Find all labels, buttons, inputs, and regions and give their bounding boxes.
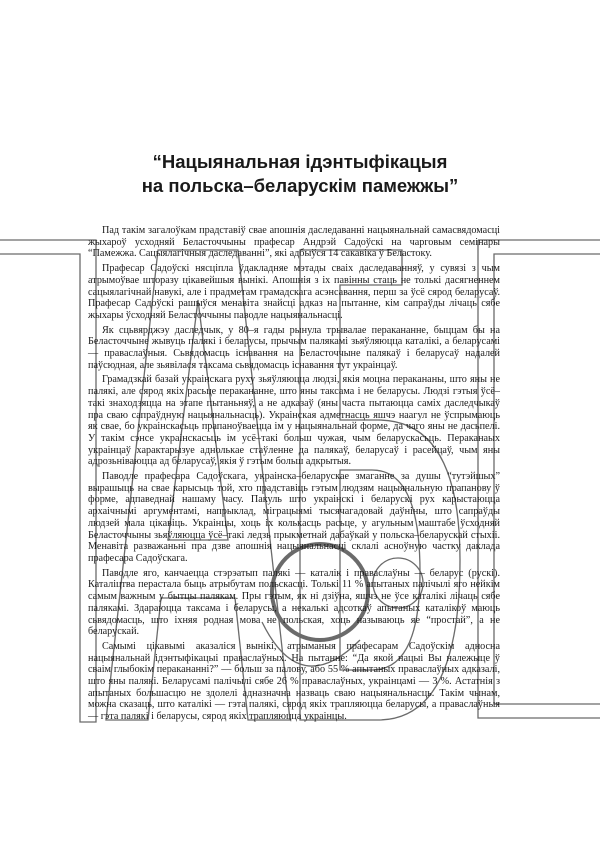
- paragraph: Як сцьвярджэу даследчык, у 80–я гады рынула трывалае перакананне, быццам бы на Беласточчыне жывуць палякі і беларусы, прычым палякамі зьяўляюцца каталікі, а беларусамі — праваслаўныя. Сьвядомасць існавання на Беласточчыне палякаў і беларусаў надалей паўсюдная, але зьявілася таксама сьвядомасць існавання тут украінцаў.: [88, 324, 500, 371]
- paragraph: Паводле прафесара Садоўскага, украінска–беларускае змаганне за душы “тутэйшых” вырашыць на свае карысьць той, хто прадставіць гэтым людзям нацыянальную прапанову ў форме, адпаведнай нашаму часу. Пакуль што украінскі і беларускі рух карыстаюцца архаічнымі аргументамі, напрыклад, міграцыямі тысячагадовай даўніны, што сапраўды людзей мала цікавіць. Украінцы, хоць іх колькасць расьце, у агульным маштабе ўсходняй Беласточчыны зьяўляюцца ўсё–такі ледзь прыкметнай дабаўкай у польска–беларускай стыхіі. Менавіта разважаньні пра дзве апошнія нацыянальнасці склалі асноўную частку даклада прафесара Садоўскага.: [88, 471, 500, 564]
- title-line-2: на польска–беларускім памежжы”: [141, 175, 459, 196]
- paragraph: Прафесар Садоўскі нясціпла ўдакладняе мэтады сваіх даследаванняў, у сувязі з чым атрымоўвае шторазу цікавейшыя вынікі. Апошнія з іх павінны стаць не толькі дасягненнем сацыялагічнай навукі, але і прадметам грамадскага асэнсавання, перш за ўсё сярод беларусаў. Прафесар Садоўскі рашыўся менавіта знайсці адказ на пытанне, кім сапраўды лічаць сябе жыхары ўсходняй Беласточчыны паводле нацыянальнасці.: [88, 263, 500, 321]
- watermark-left-letter: [0, 240, 96, 722]
- paragraph: Самымі цікавымі аказаліся вынікі, атрыманыя прафесарам Садоўскім адносна нацыянальнай ідэнтыфікацыі праваслаўных. На пытанне: “Да якой нацыі Вы належыце ў сваім глыбокім перакананні?” — больш за палову, або 55 % апытаных праваслаўных адказалі, што яны палякі. Беларусамі палічылі сябе 26 % праваслаўных, украінцамі — 3 %. Астатнія з апытаных большасцю не здолелі адназначна назваць сваю нацыянальнасць. Такім чынам, можна сказаць, што каталікі — гэта палякі, сярод якіх трапляюцца беларусы, а праваслаўныя — гэта палякі і беларусы, сярод якіх трапляюцца украінцы.: [88, 640, 500, 723]
- paragraph: Пад такім загалоўкам прадставіў свае апошнія даследаванні нацыянальнай самасвядомасці жыхароў усходняй Беласточчыны прафесар Андрэй Садоўскі на чарговым семінары “Памежжа. Сацыялагічныя даследаванні”, які адбыўся 14 сакавіка ў Беластоку.: [88, 225, 500, 260]
- paragraph: Паводле яго, канчаецца стэрэатып палякі — каталік і праваслаўны — беларус (рускі). Каталіцтва перастала быць атрыбутам польскасці. Толькі 11 % апытаных палічылі яго нейкім самым важным у бытцы палякам. Пры гэтым, як ні дзіўна, яшчэ не ўсе каталікі лічаць сябе палякамі. Здараюцца таксама і беларусы, а некалькі адсоткаў апытаных каталікоў маюць сьвядомасць, што іхняя родная мова не польская, хоць называюць яе “простай”, а не беларускай.: [88, 567, 500, 638]
- article-body: [88, 225, 500, 726]
- title-line-1: “Нацыянальная ідэнтыфікацыя: [152, 151, 448, 172]
- article-title: [60, 150, 540, 198]
- paragraph: Грамадзкай базай украінскага руху зьяўляюцца людзі, якія моцна перакананы, што яны не палякі, але сярод якіх расьце перакананне, што яны таксама і не беларусы. Людзі гэтыя ўсё–такі знаходзяцца на этапе пытаньняў, а не адказаў (яны часта пытаюцца саміх даследчыкаў пра сваю сапраўдную нацыянальнасць). Украінская адметнасць яшчэ наагул не ўспрымаюць як свае, бо украінскасьць прапаноўваецца ім у нацыянальнай форме, да чаго яны не дасьпелі. У такім сэнсе украінскасьць ім усё–такі больш чужая, чым беларускасьць. Пераканаых украінцаў характарызуе аднолькае стаўленне да палякаў, беларусаў і расейцаў, чым яны адрозьніваюцца ад беларусаў, якія ў гэтым больш адкрытыя.: [88, 374, 500, 468]
